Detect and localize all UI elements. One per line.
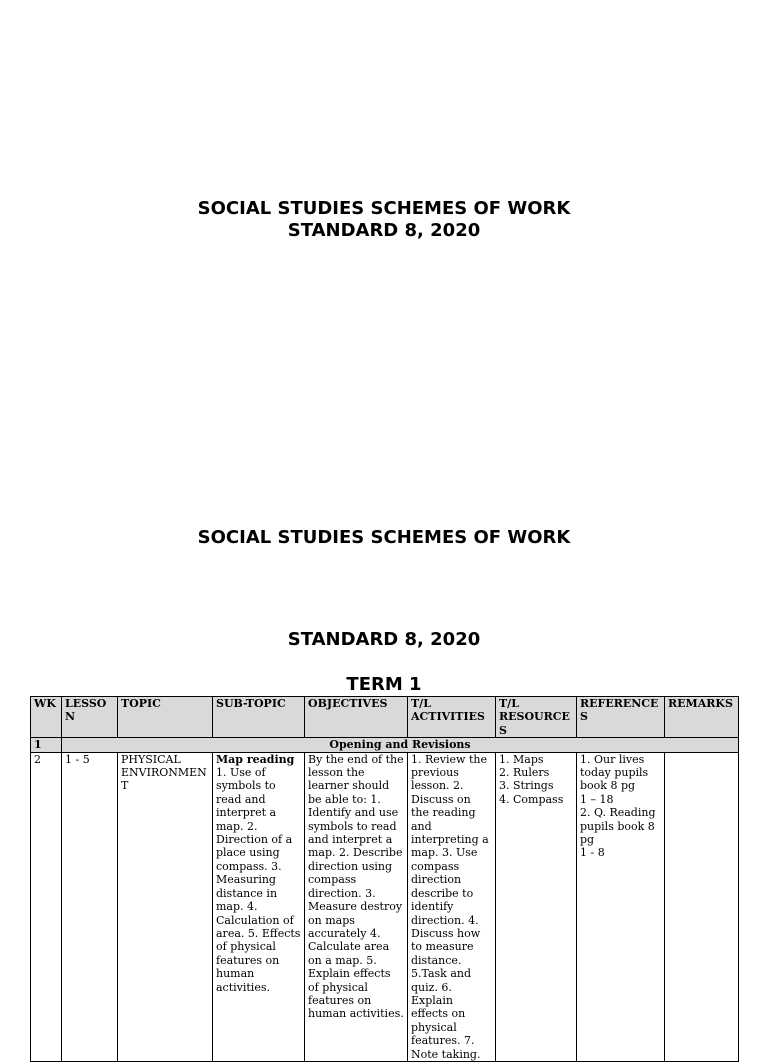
header-resources: T/L RESOURCES xyxy=(496,697,577,738)
header-activities: T/L ACTIVITIES xyxy=(408,697,496,738)
cell-topic: PHYSICAL ENVIRONMENT xyxy=(118,752,213,1061)
cell-activities: 1. Review the previous lesson. 2. Discuss on the reading and interpreting a map. 3. Use compass direction describe to identify direction. 4. Discuss how to measure distance. 5.Task and quiz. 6. Explain effects on physical features. 7. Note taking. xyxy=(408,752,496,1061)
cell-subtopic xyxy=(213,752,305,1061)
week1-number: 1 xyxy=(31,738,62,752)
table-row-week1 xyxy=(31,738,739,752)
header-objectives: OBJECTIVES xyxy=(305,697,408,738)
subtopic-title: Map reading xyxy=(216,752,295,766)
reference-item: 1 - 8 xyxy=(580,846,605,860)
cell-remarks xyxy=(665,752,739,1061)
header-references: REFERENCES xyxy=(577,697,665,738)
week1-label: Opening and Revisions xyxy=(62,738,739,752)
cell-lesson: 1 - 5 xyxy=(62,752,118,1061)
header-wk: WK xyxy=(31,697,62,738)
subtopic-text: 1. Use of symbols to read and interpret a map. 2. Direction of a place using compass. 3. Measuring distance in map. 4. Calculation of area. 5. Effects of physical features on human activities. xyxy=(216,766,301,994)
reference-item: 1. Our lives today pupils book 8 pg xyxy=(580,752,649,793)
term-heading: TERM 1 xyxy=(346,674,422,695)
resource-item: 2. Rulers xyxy=(499,766,550,780)
cover-title: SOCIAL STUDIES SCHEMES OF WORK xyxy=(197,198,571,219)
cell-resources xyxy=(496,752,577,1061)
page-heading: SOCIAL STUDIES SCHEMES OF WORK xyxy=(197,527,571,548)
cell-wk: 2 xyxy=(31,752,62,1061)
resource-item: 4. Compass xyxy=(499,792,564,806)
header-remarks: REMARKS xyxy=(665,697,739,738)
header-lesson: LESSON xyxy=(62,697,118,738)
cell-references xyxy=(577,752,665,1061)
table-header-row xyxy=(31,697,739,738)
scheme-table xyxy=(30,696,739,1062)
cover-subtitle: STANDARD 8, 2020 xyxy=(287,220,481,241)
resource-item: 1. Maps xyxy=(499,752,544,766)
reference-item: 1 – 18 xyxy=(580,792,614,806)
header-topic: TOPIC xyxy=(118,697,213,738)
standard-heading: STANDARD 8, 2020 xyxy=(287,629,481,650)
table-row xyxy=(31,752,739,1061)
cell-objectives: By the end of the lesson the learner should be able to: 1. Identify and use symbols to read and interpret a map. 2. Describe direction using compass direction. 3. Measure destroy on maps accurately 4. Calculate area on a map. 5. Explain effects of physical features on human activities. xyxy=(305,752,408,1061)
header-subtopic: SUB-TOPIC xyxy=(213,697,305,738)
resource-item: 3. Strings xyxy=(499,779,554,793)
reference-item: 2. Q. Reading pupils book 8 pg xyxy=(580,806,656,847)
